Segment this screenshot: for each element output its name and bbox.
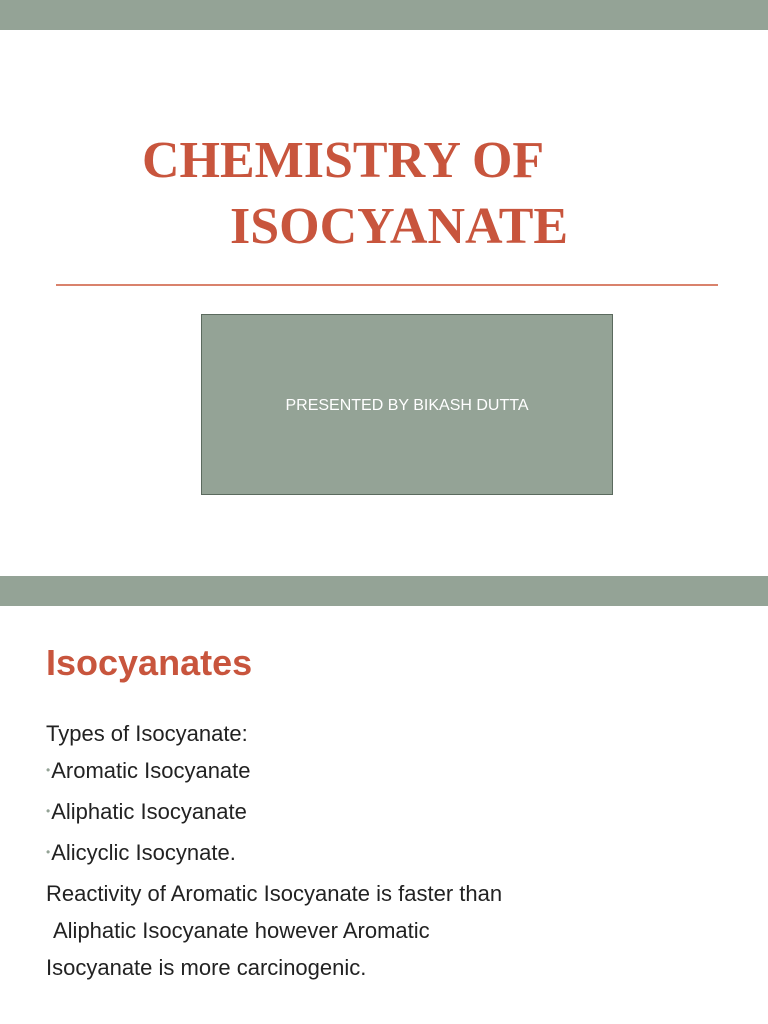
bullet-icon: • [46, 763, 51, 777]
slide-body [46, 715, 746, 986]
slide-title-line-2: ISOCYANATE [230, 198, 569, 255]
list-item-text: Aliphatic Isocyanate [51, 799, 247, 824]
bullet-icon: • [46, 845, 51, 859]
top-accent-band [0, 0, 768, 30]
list-item-text: Alicyclic Isocynate. [51, 840, 236, 865]
slide-title-line-1: CHEMISTRY OF [142, 132, 545, 189]
list-item [46, 834, 746, 875]
intro-line: Types of Isocyanate: [46, 721, 248, 746]
section-heading: Isocyanates [46, 642, 253, 683]
title-divider [56, 284, 718, 286]
list-item [46, 793, 746, 834]
list-item [46, 752, 746, 793]
presenter-text: PRESENTED BY BIKASH DUTTA [285, 396, 529, 414]
section-accent-band [0, 576, 768, 606]
paragraph-line: Isocyanate is more carcinogenic. [46, 955, 367, 980]
paragraph-line: Aliphatic Isocyanate however Aromatic [53, 918, 430, 943]
paragraph-line: Reactivity of Aromatic Isocyanate is faster than [46, 881, 503, 906]
bullet-icon: • [46, 804, 51, 818]
presenter-box [201, 314, 613, 495]
list-item-text: Aromatic Isocyanate [51, 758, 251, 783]
